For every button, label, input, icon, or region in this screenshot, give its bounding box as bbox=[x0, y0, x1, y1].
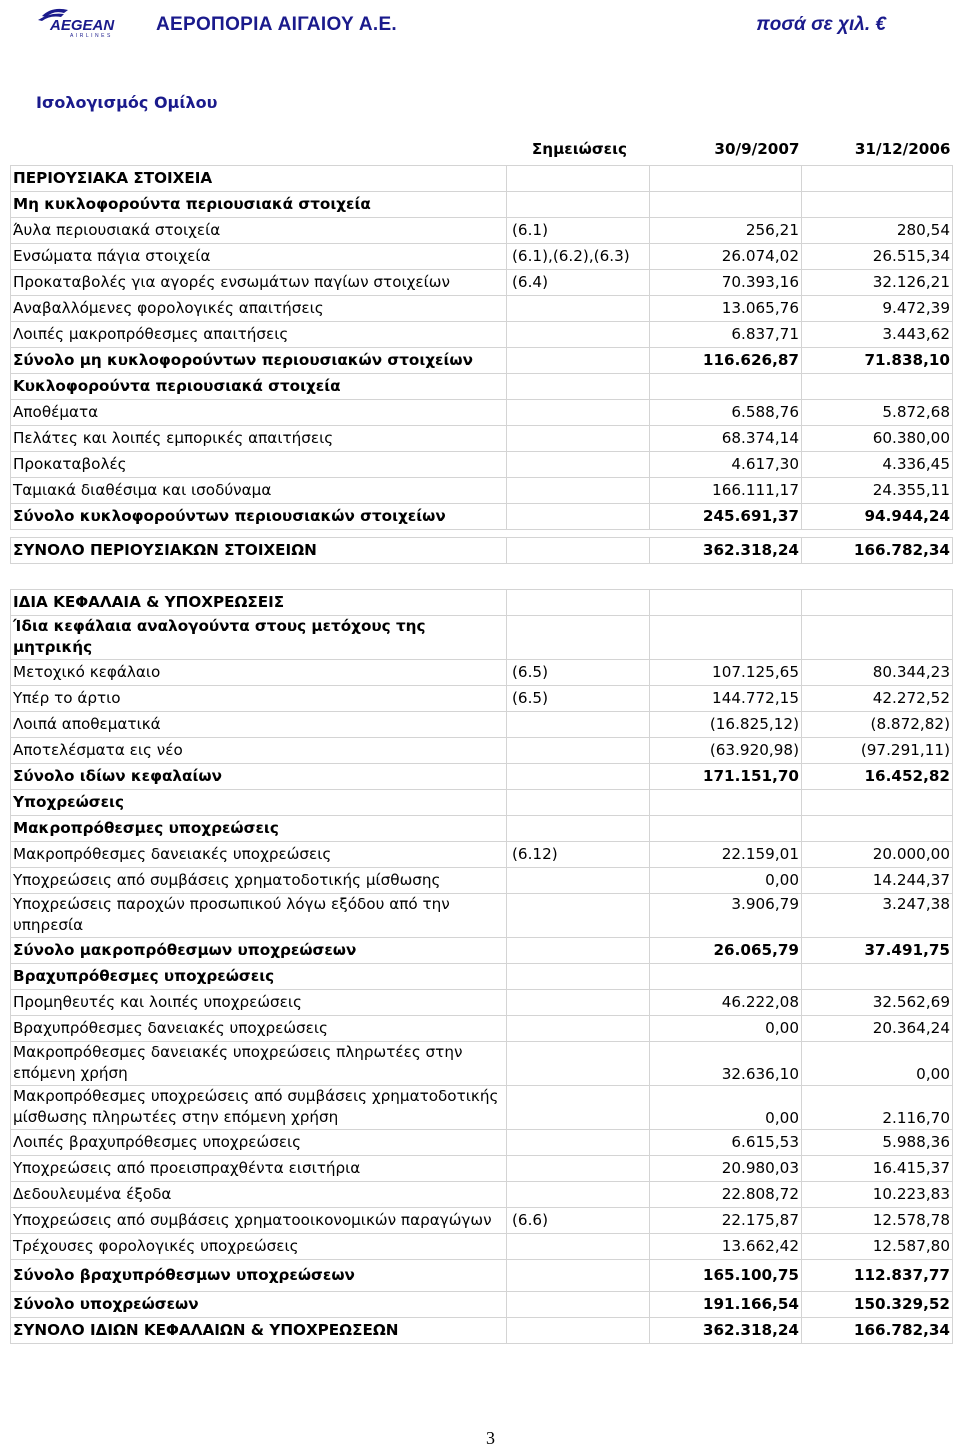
row-value-2007: 68.374,14 bbox=[650, 425, 802, 451]
row-label: Κυκλοφορούντα περιουσιακά στοιχεία bbox=[11, 373, 507, 399]
row-value-2007: 26.065,79 bbox=[650, 937, 802, 963]
row-value-2007: 245.691,37 bbox=[650, 503, 802, 529]
row-note bbox=[507, 1317, 650, 1343]
row-value-2007: 6.588,76 bbox=[650, 399, 802, 425]
table-row bbox=[11, 963, 953, 989]
row-label: ΣΥΝΟΛΟ ΠΕΡΙΟΥΣΙΑΚΩΝ ΣΤΟΙΧΕΙΩΝ bbox=[11, 537, 507, 563]
row-value-2006: (97.291,11) bbox=[802, 737, 953, 763]
row-note bbox=[507, 1085, 650, 1129]
row-value-2006: 12.587,80 bbox=[802, 1233, 953, 1259]
row-note: (6.4) bbox=[507, 269, 650, 295]
units-note: ποσά σε χιλ. € bbox=[756, 14, 886, 35]
page-header bbox=[0, 0, 960, 44]
table-row bbox=[11, 989, 953, 1015]
table-row bbox=[11, 685, 953, 711]
row-value-2007: 46.222,08 bbox=[650, 989, 802, 1015]
row-label: Υποχρεώσεις από συμβάσεις χρηματοοικονομικών παραγώγων bbox=[11, 1207, 507, 1233]
row-value-2007: 26.074,02 bbox=[650, 243, 802, 269]
row-value-2006 bbox=[802, 815, 953, 841]
row-value-2006: (8.872,82) bbox=[802, 711, 953, 737]
row-label: Αποθέματα bbox=[11, 399, 507, 425]
row-value-2006 bbox=[802, 563, 953, 589]
table-row bbox=[11, 1181, 953, 1207]
row-label: Άυλα περιουσιακά στοιχεία bbox=[11, 217, 507, 243]
row-note bbox=[507, 295, 650, 321]
table-row bbox=[11, 659, 953, 685]
row-value-2006: 3.443,62 bbox=[802, 321, 953, 347]
row-label: ΠΕΡΙΟΥΣΙΑΚΑ ΣΤΟΙΧΕΙΑ bbox=[11, 165, 507, 191]
row-value-2006 bbox=[802, 529, 953, 537]
row-label: Πελάτες και λοιπές εμπορικές απαιτήσεις bbox=[11, 425, 507, 451]
row-value-2007: 256,21 bbox=[650, 217, 802, 243]
row-value-2006 bbox=[802, 373, 953, 399]
row-value-2006: 166.782,34 bbox=[802, 1317, 953, 1343]
row-note bbox=[507, 763, 650, 789]
table-row bbox=[11, 295, 953, 321]
table-row bbox=[11, 815, 953, 841]
row-note bbox=[507, 399, 650, 425]
row-value-2006: 42.272,52 bbox=[802, 685, 953, 711]
row-note bbox=[507, 1181, 650, 1207]
row-value-2006: 24.355,11 bbox=[802, 477, 953, 503]
table-row bbox=[11, 1317, 953, 1343]
row-note: (6.6) bbox=[507, 1207, 650, 1233]
row-note bbox=[507, 165, 650, 191]
row-note bbox=[507, 737, 650, 763]
row-value-2006: 150.329,52 bbox=[802, 1291, 953, 1317]
row-value-2006: 20.364,24 bbox=[802, 1015, 953, 1041]
row-value-2007: 116.626,87 bbox=[650, 347, 802, 373]
row-note bbox=[507, 711, 650, 737]
row-value-2006: 71.838,10 bbox=[802, 347, 953, 373]
row-value-2007: (63.920,98) bbox=[650, 737, 802, 763]
row-note bbox=[507, 589, 650, 615]
row-note: (6.12) bbox=[507, 841, 650, 867]
column-header-row bbox=[11, 134, 953, 165]
row-value-2007 bbox=[650, 789, 802, 815]
row-value-2006: 16.415,37 bbox=[802, 1155, 953, 1181]
table-row bbox=[11, 711, 953, 737]
logo-subtitle: AIRLINES bbox=[70, 33, 113, 38]
row-note bbox=[507, 1291, 650, 1317]
table-row bbox=[11, 589, 953, 615]
row-value-2007: 6.837,71 bbox=[650, 321, 802, 347]
row-note bbox=[507, 893, 650, 937]
row-value-2006 bbox=[802, 615, 953, 659]
header-date-2006: 31/12/2006 bbox=[802, 134, 953, 165]
row-label bbox=[11, 529, 507, 537]
row-value-2006: 5.988,36 bbox=[802, 1129, 953, 1155]
row-value-2007 bbox=[650, 963, 802, 989]
row-value-2006 bbox=[802, 589, 953, 615]
row-value-2006: 14.244,37 bbox=[802, 867, 953, 893]
row-note bbox=[507, 963, 650, 989]
row-note bbox=[507, 563, 650, 589]
row-note bbox=[507, 1155, 650, 1181]
row-label: Σύνολο υποχρεώσεων bbox=[11, 1291, 507, 1317]
row-label bbox=[11, 563, 507, 589]
row-value-2007: 20.980,03 bbox=[650, 1155, 802, 1181]
row-value-2006: 4.336,45 bbox=[802, 451, 953, 477]
row-value-2006: 32.562,69 bbox=[802, 989, 953, 1015]
row-value-2006: 0,00 bbox=[802, 1041, 953, 1085]
row-label: Μακροπρόθεσμες δανειακές υποχρεώσεις bbox=[11, 841, 507, 867]
row-note bbox=[507, 537, 650, 563]
row-value-2006: 5.872,68 bbox=[802, 399, 953, 425]
row-value-2007 bbox=[650, 191, 802, 217]
row-value-2006: 16.452,82 bbox=[802, 763, 953, 789]
row-value-2006: 12.578,78 bbox=[802, 1207, 953, 1233]
row-label: Σύνολο κυκλοφορούντων περιουσιακών στοιχείων bbox=[11, 503, 507, 529]
row-label: Ίδια κεφάλαια αναλογούντα στους μετόχους της μητρικής bbox=[11, 615, 507, 659]
row-value-2006 bbox=[802, 165, 953, 191]
header-blank bbox=[11, 134, 507, 165]
row-note: (6.1) bbox=[507, 217, 650, 243]
row-note bbox=[507, 451, 650, 477]
row-label: Λοιπές μακροπρόθεσμες απαιτήσεις bbox=[11, 321, 507, 347]
row-value-2007: 22.808,72 bbox=[650, 1181, 802, 1207]
row-value-2007 bbox=[650, 529, 802, 537]
table-row bbox=[11, 789, 953, 815]
row-value-2006 bbox=[802, 789, 953, 815]
balance-sheet-table bbox=[10, 134, 953, 1344]
row-value-2007: 22.175,87 bbox=[650, 1207, 802, 1233]
row-value-2006: 112.837,77 bbox=[802, 1259, 953, 1291]
table-row bbox=[11, 1233, 953, 1259]
row-note: (6.5) bbox=[507, 659, 650, 685]
row-label: Ταμιακά διαθέσιμα και ισοδύναμα bbox=[11, 477, 507, 503]
row-note bbox=[507, 347, 650, 373]
row-label: Μακροπρόθεσμες υποχρεώσεις από συμβάσεις χρηματοδοτικής μίσθωσης πληρωτέες στην επόμενη χρήση bbox=[11, 1085, 507, 1129]
row-value-2007 bbox=[650, 589, 802, 615]
row-value-2007 bbox=[650, 815, 802, 841]
row-value-2006: 94.944,24 bbox=[802, 503, 953, 529]
table-row bbox=[11, 1085, 953, 1129]
table-row bbox=[11, 347, 953, 373]
row-note bbox=[507, 1015, 650, 1041]
row-value-2006 bbox=[802, 191, 953, 217]
row-note bbox=[507, 815, 650, 841]
row-value-2007 bbox=[650, 563, 802, 589]
document-title: Ισολογισμός Ομίλου bbox=[36, 93, 218, 112]
table-row bbox=[11, 937, 953, 963]
row-value-2007: 107.125,65 bbox=[650, 659, 802, 685]
company-name: ΑΕΡΟΠΟΡΙΑ ΑΙΓΑΙΟΥ Α.Ε. bbox=[156, 14, 397, 35]
row-value-2007: 171.151,70 bbox=[650, 763, 802, 789]
row-note bbox=[507, 937, 650, 963]
row-note bbox=[507, 503, 650, 529]
row-label: Αποτελέσματα εις νέο bbox=[11, 737, 507, 763]
page-number: 3 bbox=[486, 1428, 495, 1448]
row-value-2007: 362.318,24 bbox=[650, 1317, 802, 1343]
table-row bbox=[11, 191, 953, 217]
row-value-2007: 22.159,01 bbox=[650, 841, 802, 867]
row-label: Προμηθευτές και λοιπές υποχρεώσεις bbox=[11, 989, 507, 1015]
row-value-2006: 26.515,34 bbox=[802, 243, 953, 269]
table-row bbox=[11, 1041, 953, 1085]
row-label: ΙΔΙΑ ΚΕΦΑΛΑΙΑ & ΥΠΟΧΡΕΩΣΕΙΣ bbox=[11, 589, 507, 615]
row-value-2007: 144.772,15 bbox=[650, 685, 802, 711]
row-value-2007: 0,00 bbox=[650, 867, 802, 893]
row-note bbox=[507, 477, 650, 503]
row-note bbox=[507, 615, 650, 659]
row-value-2007 bbox=[650, 165, 802, 191]
row-value-2007: 3.906,79 bbox=[650, 893, 802, 937]
row-value-2006: 10.223,83 bbox=[802, 1181, 953, 1207]
row-note bbox=[507, 425, 650, 451]
row-value-2006: 2.116,70 bbox=[802, 1085, 953, 1129]
table-row bbox=[11, 399, 953, 425]
row-note bbox=[507, 191, 650, 217]
row-label: Υποχρεώσεις από συμβάσεις χρηματοδοτικής μίσθωσης bbox=[11, 867, 507, 893]
row-label: Σύνολο μη κυκλοφορούντων περιουσιακών στοιχείων bbox=[11, 347, 507, 373]
table-row bbox=[11, 477, 953, 503]
row-value-2007: 362.318,24 bbox=[650, 537, 802, 563]
row-note bbox=[507, 789, 650, 815]
header-date-2007: 30/9/2007 bbox=[650, 134, 802, 165]
row-note bbox=[507, 1129, 650, 1155]
row-note bbox=[507, 989, 650, 1015]
row-label: Υποχρεώσεις bbox=[11, 789, 507, 815]
row-value-2007: (16.825,12) bbox=[650, 711, 802, 737]
header-notes: Σημειώσεις bbox=[507, 134, 650, 165]
table-row bbox=[11, 615, 953, 659]
row-label: Προκαταβολές για αγορές ενσωμάτων παγίων στοιχείων bbox=[11, 269, 507, 295]
table-row bbox=[11, 1155, 953, 1181]
row-value-2007: 4.617,30 bbox=[650, 451, 802, 477]
row-value-2006 bbox=[802, 963, 953, 989]
table-row bbox=[11, 503, 953, 529]
table-row bbox=[11, 763, 953, 789]
row-label: Τρέχουσες φορολογικές υποχρεώσεις bbox=[11, 1233, 507, 1259]
table-row bbox=[11, 737, 953, 763]
table-row bbox=[11, 243, 953, 269]
row-value-2007 bbox=[650, 373, 802, 399]
row-note: (6.5) bbox=[507, 685, 650, 711]
logo-wordmark: AEGEAN bbox=[50, 17, 115, 34]
row-label: Σύνολο μακροπρόθεσμων υποχρεώσεων bbox=[11, 937, 507, 963]
table-row bbox=[11, 841, 953, 867]
table-row bbox=[11, 1207, 953, 1233]
row-label: Αναβαλλόμενες φορολογικές απαιτήσεις bbox=[11, 295, 507, 321]
table-row bbox=[11, 537, 953, 563]
row-value-2007: 70.393,16 bbox=[650, 269, 802, 295]
spacer-row bbox=[11, 529, 953, 537]
row-label: Σύνολο βραχυπρόθεσμων υποχρεώσεων bbox=[11, 1259, 507, 1291]
row-value-2006: 20.000,00 bbox=[802, 841, 953, 867]
row-label: Βραχυπρόθεσμες δανειακές υποχρεώσεις bbox=[11, 1015, 507, 1041]
table-row bbox=[11, 1291, 953, 1317]
row-label: Βραχυπρόθεσμες υποχρεώσεις bbox=[11, 963, 507, 989]
row-label: Μετοχικό κεφάλαιο bbox=[11, 659, 507, 685]
row-value-2006: 60.380,00 bbox=[802, 425, 953, 451]
table-row bbox=[11, 1259, 953, 1291]
aegean-logo bbox=[34, 4, 126, 38]
row-label: Λοιπά αποθεματικά bbox=[11, 711, 507, 737]
row-note bbox=[507, 1259, 650, 1291]
row-note bbox=[507, 321, 650, 347]
table-row bbox=[11, 867, 953, 893]
table-row bbox=[11, 425, 953, 451]
row-value-2006: 280,54 bbox=[802, 217, 953, 243]
row-label: Υποχρεώσεις από προεισπραχθέντα εισιτήρια bbox=[11, 1155, 507, 1181]
table-row bbox=[11, 217, 953, 243]
row-label: Υποχρεώσεις παροχών προσωπικού λόγω εξόδου από την υπηρεσία bbox=[11, 893, 507, 937]
table-row bbox=[11, 269, 953, 295]
row-label: Μακροπρόθεσμες δανειακές υποχρεώσεις πληρωτέες στην επόμενη χρήση bbox=[11, 1041, 507, 1085]
table-row bbox=[11, 1015, 953, 1041]
row-note bbox=[507, 867, 650, 893]
table-row bbox=[11, 373, 953, 399]
row-value-2007: 191.166,54 bbox=[650, 1291, 802, 1317]
spacer-row bbox=[11, 563, 953, 589]
table-row bbox=[11, 893, 953, 937]
table-row bbox=[11, 165, 953, 191]
row-label: ΣΥΝΟΛΟ ΙΔΙΩΝ ΚΕΦΑΛΑΙΩΝ & ΥΠΟΧΡΕΩΣΕΩΝ bbox=[11, 1317, 507, 1343]
row-value-2006: 37.491,75 bbox=[802, 937, 953, 963]
row-label: Προκαταβολές bbox=[11, 451, 507, 477]
row-label: Υπέρ το άρτιο bbox=[11, 685, 507, 711]
row-note bbox=[507, 1233, 650, 1259]
row-value-2006: 32.126,21 bbox=[802, 269, 953, 295]
row-label: Ενσώματα πάγια στοιχεία bbox=[11, 243, 507, 269]
row-note bbox=[507, 1041, 650, 1085]
row-label: Μη κυκλοφορούντα περιουσιακά στοιχεία bbox=[11, 191, 507, 217]
row-label: Μακροπρόθεσμες υποχρεώσεις bbox=[11, 815, 507, 841]
row-value-2006: 80.344,23 bbox=[802, 659, 953, 685]
row-value-2007: 0,00 bbox=[650, 1015, 802, 1041]
row-value-2006: 3.247,38 bbox=[802, 893, 953, 937]
row-value-2007: 32.636,10 bbox=[650, 1041, 802, 1085]
row-note bbox=[507, 529, 650, 537]
row-value-2007: 13.065,76 bbox=[650, 295, 802, 321]
row-value-2007 bbox=[650, 615, 802, 659]
row-label: Λοιπές βραχυπρόθεσμες υποχρεώσεις bbox=[11, 1129, 507, 1155]
table-row bbox=[11, 1129, 953, 1155]
table-row bbox=[11, 321, 953, 347]
row-note: (6.1),(6.2),(6.3) bbox=[507, 243, 650, 269]
row-value-2007: 166.111,17 bbox=[650, 477, 802, 503]
row-value-2007: 165.100,75 bbox=[650, 1259, 802, 1291]
table-row bbox=[11, 451, 953, 477]
row-note bbox=[507, 373, 650, 399]
row-value-2007: 6.615,53 bbox=[650, 1129, 802, 1155]
row-value-2007: 0,00 bbox=[650, 1085, 802, 1129]
row-value-2006: 9.472,39 bbox=[802, 295, 953, 321]
row-value-2007: 13.662,42 bbox=[650, 1233, 802, 1259]
row-value-2006: 166.782,34 bbox=[802, 537, 953, 563]
row-label: Σύνολο ιδίων κεφαλαίων bbox=[11, 763, 507, 789]
row-label: Δεδουλευμένα έξοδα bbox=[11, 1181, 507, 1207]
